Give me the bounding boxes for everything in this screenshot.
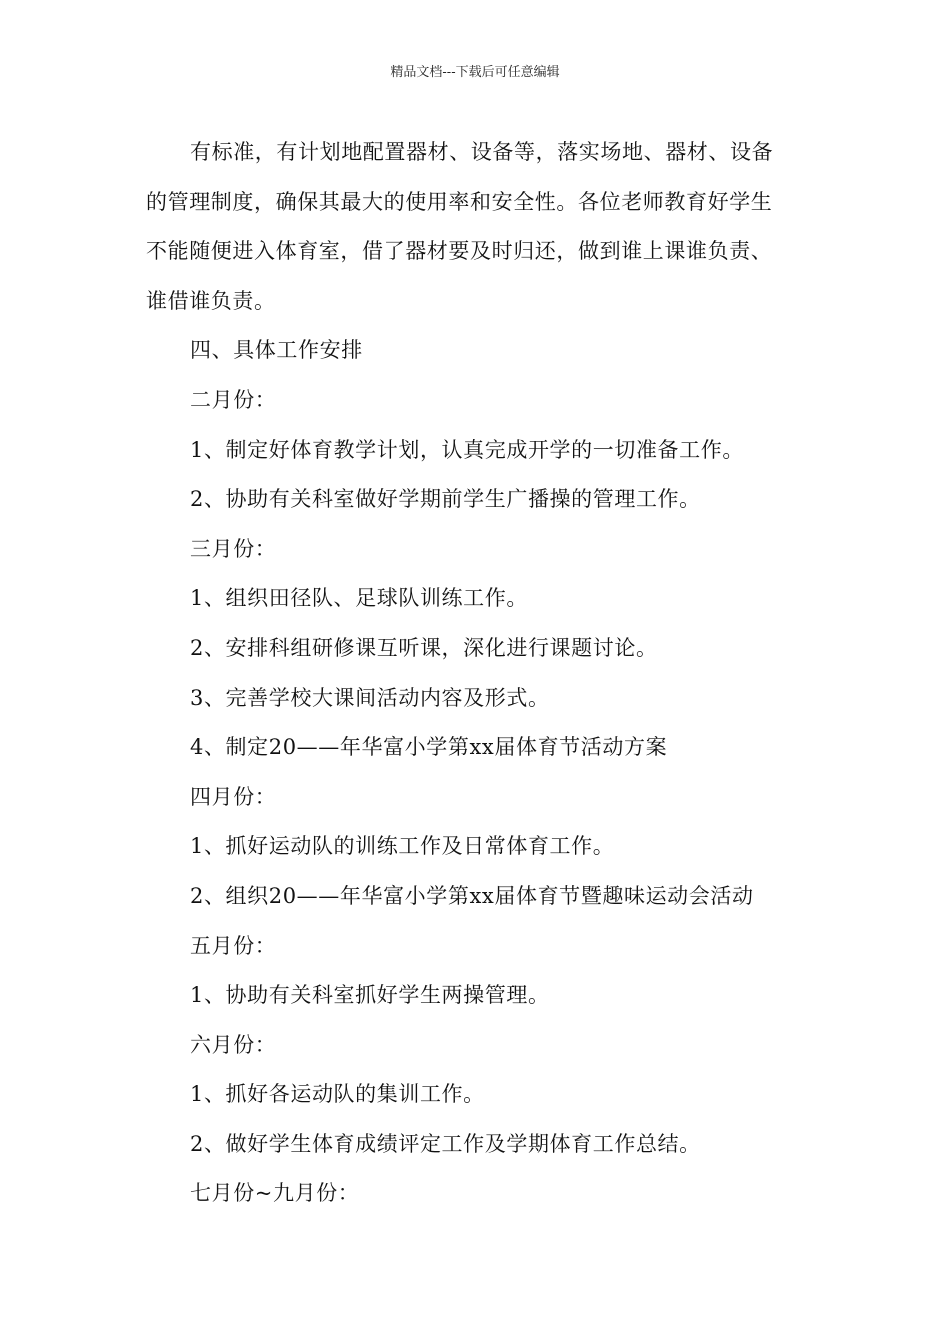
intro-line-3: 不能随便进入体育室，借了器材要及时归还，做到谁上课谁负责、: [146, 239, 773, 264]
month-label-jun: 六月份：: [190, 1032, 277, 1057]
month-label-apr: 四月份：: [190, 784, 277, 809]
intro-line-4: 谁借谁负责。: [146, 288, 276, 313]
list-item: 1、制定好体育教学计划，认真完成开学的一切准备工作。: [190, 437, 744, 462]
list-item: 2、做好学生体育成绩评定工作及学期体育工作总结。: [190, 1131, 701, 1156]
list-item: 1、抓好运动队的训练工作及日常体育工作。: [190, 834, 615, 859]
list-item: 2、协助有关科室做好学期前学生广播操的管理工作。: [190, 487, 701, 512]
list-item: 3、完善学校大课间活动内容及形式。: [190, 685, 550, 710]
month-label-jul-sep: 七月份~九月份：: [190, 1181, 360, 1206]
list-item: 1、协助有关科室抓好学生两操管理。: [190, 983, 550, 1008]
list-item: 4、制定20——年华富小学第xx届体育节活动方案: [190, 735, 668, 760]
list-item: 1、抓好各运动队的集训工作。: [190, 1082, 485, 1107]
month-label-may: 五月份：: [190, 933, 277, 958]
month-label-feb: 二月份：: [190, 387, 277, 412]
intro-line-2: 的管理制度，确保其最大的使用率和安全性。各位老师教育好学生: [146, 189, 773, 214]
month-label-mar: 三月份：: [190, 536, 277, 561]
document-body: [146, 128, 812, 1219]
list-item: 2、安排科组研修课互听课，深化进行课题讨论。: [190, 635, 658, 660]
list-item: 1、组织田径队、足球队训练工作。: [190, 586, 528, 611]
page-header: 精品文档---下载后可任意编辑: [390, 65, 560, 80]
list-item: 2、组织20——年华富小学第xx届体育节暨趣味运动会活动: [190, 883, 754, 908]
section-title: 四、具体工作安排: [190, 338, 363, 363]
intro-line-1: 有标准，有计划地配置器材、设备等，落实场地、器材、设备: [190, 140, 774, 164]
